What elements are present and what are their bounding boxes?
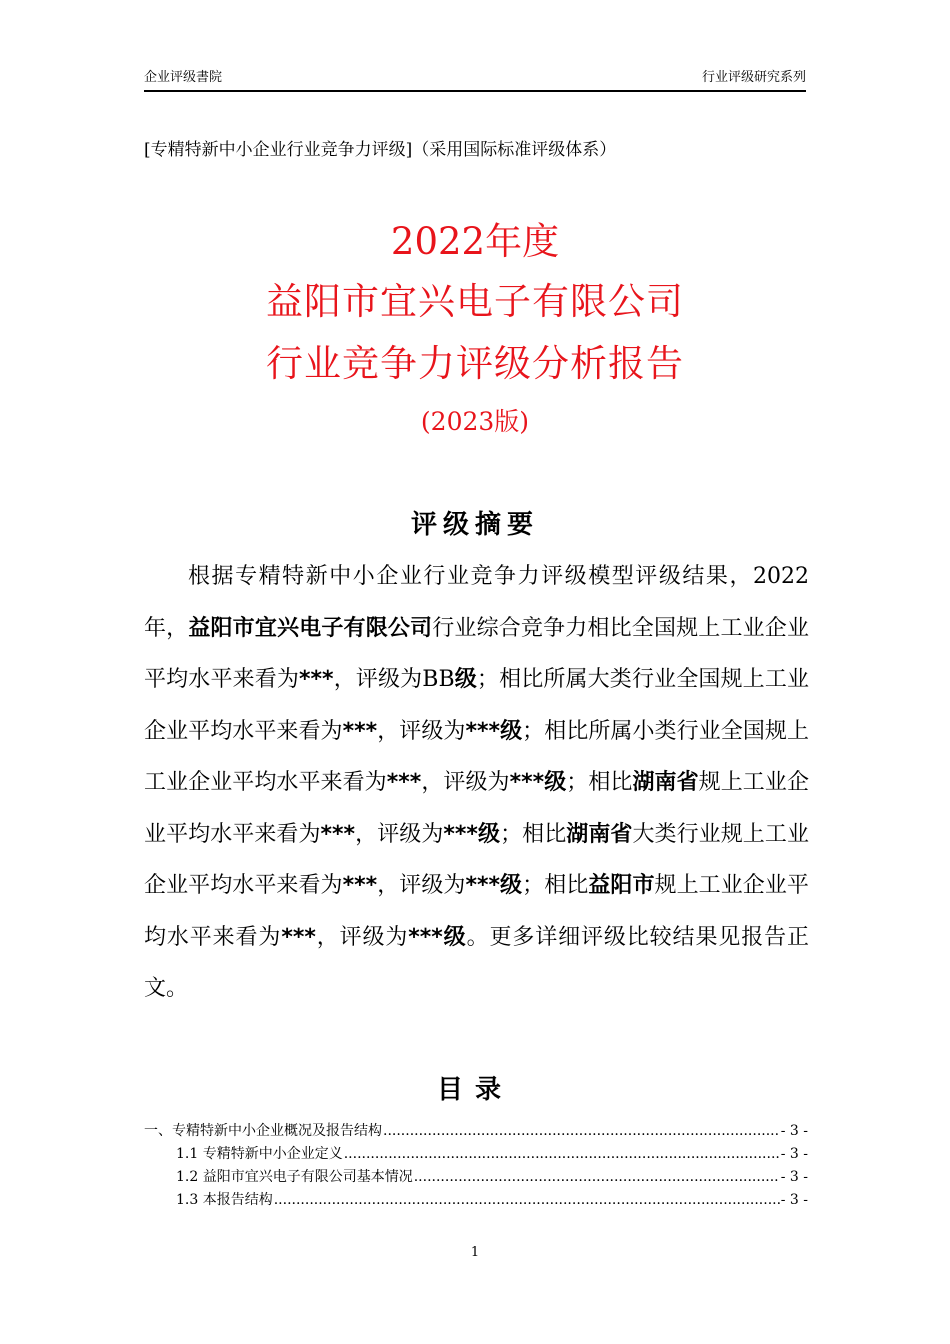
summary-paragraph [144,551,809,1015]
summary-segment: ；相比所属小类行业全国规上工业企业平均水平来看为 [144,718,809,795]
summary-segment: 行业综合竞争力相比全国规上工业企业平均水平来看为 [144,615,809,692]
toc-leader-dots [383,1120,780,1143]
summary-segment-bold: ***级 [408,924,467,950]
summary-segment-bold: ***级 [465,873,523,898]
toc-heading: 目录 [436,1075,513,1105]
page-header [144,68,806,92]
summary-segment-bold: *** [342,718,378,744]
summary-segment: ，评级为 [377,718,466,744]
toc-entry-page[interactable]: - 3 - [780,1123,808,1139]
toc-entry[interactable] [144,1166,808,1189]
summary-segment: ，评级为 [355,821,444,847]
toc-entry-title[interactable]: 1.3 本报告结构 [176,1192,273,1208]
summary-segment: ；相比 [566,770,633,795]
toc-entry-page[interactable]: - 3 - [780,1192,808,1208]
summary-segment: ；相比 [500,821,567,847]
summary-segment: ，评级为 [377,873,466,898]
title-company: 益阳市宜兴电子有限公司 [266,280,684,323]
table-of-contents [144,1120,808,1212]
summary-segment-bold: ***级 [509,770,567,795]
summary-segment: 规上工业企业平均水平来看为 [144,770,809,847]
toc-entry-title[interactable]: 1.1 专精特新中小企业定义 [176,1146,343,1162]
header-series: 行业评级研究系列 [701,70,806,85]
summary-segment-bold: 湖南省 [566,821,633,847]
summary-segment-bold: *** [386,770,422,795]
toc-entry[interactable] [144,1120,808,1143]
toc-leader-dots [274,1189,780,1212]
summary-segment-bold: *** [281,924,316,950]
toc-leader-dots [414,1166,780,1189]
summary-segment: ；相比所属大类行业全国规上工业企业平均水平来看为 [144,667,809,744]
title-report: 行业竞争力评级分析报告 [266,342,684,385]
summary-segment: ，评级为BB [333,667,455,692]
summary-segment: 根据专精特新中小企业行业竞争力评级模型评级结果，2022年， [144,564,809,641]
summary-segment: 大类行业规上工业企业平均水平来看为 [144,821,809,898]
summary-heading: 评级摘要 [410,510,539,540]
summary-segment-bold: 级 [454,667,477,692]
summary-segment-bold: *** [342,873,378,898]
summary-segment-bold: 益阳市 [588,873,655,898]
toc-entry-title[interactable]: 1.2 益阳市宜兴电子有限公司基本情况 [176,1169,413,1185]
page-number: 1 [470,1245,480,1260]
summary-segment: ，评级为 [421,770,510,795]
summary-segment: ，评级为 [315,924,409,950]
summary-segment-bold: 湖南省 [632,770,699,795]
summary-segment-bold: *** [299,667,334,692]
toc-leader-dots [344,1143,780,1166]
summary-segment: 规上工业企业平均水平来看为 [144,873,809,950]
summary-segment: ；相比 [522,873,589,898]
toc-entry-title[interactable]: 一、专精特新中小企业概况及报告结构 [144,1123,382,1139]
toc-entry[interactable] [144,1143,808,1166]
title-edition: (2023版) [420,407,530,436]
summary-segment-bold: ***级 [443,821,501,847]
toc-entry-page[interactable]: - 3 - [780,1146,808,1162]
summary-segment-bold: ***级 [465,718,523,744]
toc-entry[interactable] [144,1189,808,1212]
title-year: 2022年度 [390,220,560,263]
toc-entry-page[interactable]: - 3 - [780,1169,808,1185]
summary-segment: 。更多详细评级比较结果见报告正文。 [144,924,809,1001]
summary-segment-bold: 益阳市宜兴电子有限公司 [188,615,433,641]
summary-segment-bold: *** [320,821,356,847]
header-publisher: 企业评级書院 [144,70,223,85]
report-series-line: [专精特新中小企业行业竞争力评级]（采用国际标准评级体系） [144,140,617,160]
